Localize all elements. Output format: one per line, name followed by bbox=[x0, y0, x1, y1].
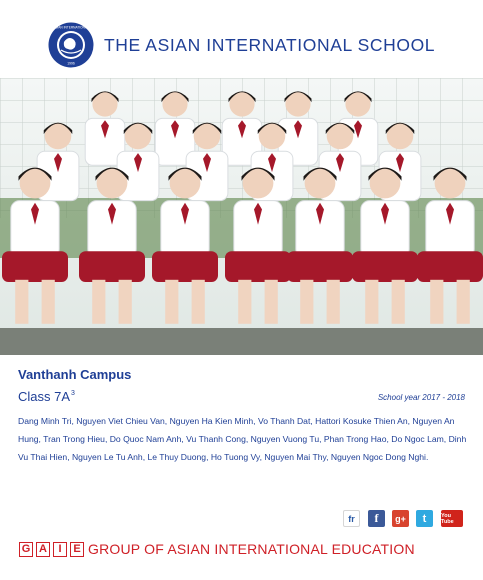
gaie-footer bbox=[19, 540, 415, 558]
page-header bbox=[0, 0, 483, 78]
gaie-letter: A bbox=[36, 542, 50, 557]
gaie-letter: I bbox=[53, 542, 67, 557]
school-name: THE ASIAN INTERNATIONAL SCHOOL bbox=[104, 35, 436, 55]
youtube-icon[interactable]: You Tube bbox=[441, 510, 463, 527]
school-seal-logo bbox=[48, 22, 94, 68]
class-photo bbox=[0, 78, 483, 355]
group-tagline: GROUP OF ASIAN INTERNATIONAL EDUCATION bbox=[88, 541, 415, 557]
fr-icon[interactable]: fr bbox=[343, 510, 360, 527]
svg-text:ASIAN INTERNATIONAL: ASIAN INTERNATIONAL bbox=[53, 25, 89, 30]
gaie-letter: E bbox=[70, 542, 84, 557]
class-name-text: Class 7A bbox=[18, 389, 71, 404]
google-plus-icon[interactable]: g+ bbox=[392, 510, 409, 527]
svg-text:1996: 1996 bbox=[67, 61, 75, 66]
twitter-icon[interactable]: t bbox=[416, 510, 433, 527]
gaie-letter: G bbox=[19, 542, 33, 557]
class-name bbox=[18, 389, 75, 404]
facebook-icon[interactable]: f bbox=[368, 510, 385, 527]
student-names: Dang Minh Tri, Nguyen Viet Chieu Van, Nguyen Ha Kien Minh, Vo Thanh Dat, Hattori Kosuke Thien An, Nguyen An Hung, Tran Trong Hieu, Do Quoc Nam Anh, Vu Thanh Cong, Nguyen Vuong Tu, Phan Trong Hao, Do Ngoc Lam, Dinh Vu Thai Hien, Nguyen Le Tu Anh, Le Thuy Duong, Ho Tuong Vy, Nguyen Mai Thy, Nguyen Ngoc Dong Nghi. bbox=[18, 416, 467, 462]
campus-name: Vanthanh Campus bbox=[18, 367, 132, 382]
school-year: School year 2017 - 2018 bbox=[377, 393, 465, 402]
class-superscript: 3 bbox=[71, 390, 75, 397]
